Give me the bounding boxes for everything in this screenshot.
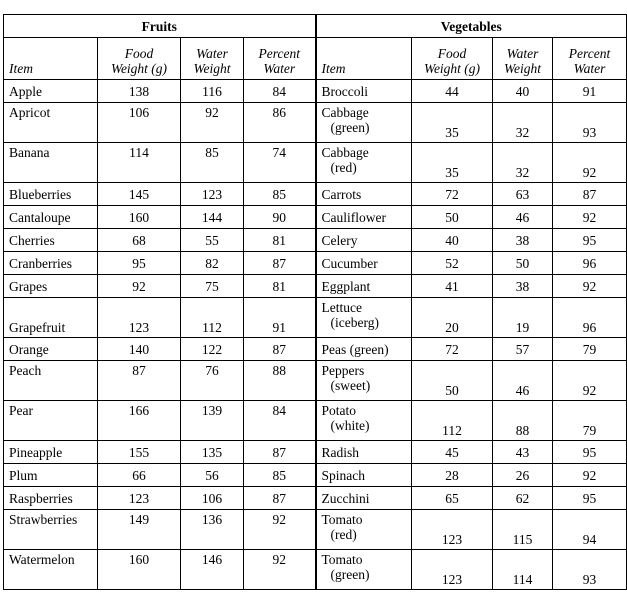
table-row — [4, 487, 627, 510]
fruit-food-weight-cell: 95 — [98, 252, 181, 275]
fruit-name-cell: Pineapple — [4, 441, 98, 464]
veg-water-weight-cell: 19 — [493, 298, 553, 338]
vegetable-name-cell: Lettuce (iceberg) — [316, 298, 412, 338]
vegetable-name-cell: Cauliflower — [316, 206, 412, 229]
veg-water-weight-cell: 38 — [493, 275, 553, 298]
fruit-food-weight-cell: 145 — [98, 183, 181, 206]
fruit-water-weight-cell: 106 — [181, 487, 244, 510]
veg-water-weight-cell: 63 — [493, 183, 553, 206]
fruit-food-weight-cell: 87 — [98, 361, 181, 401]
fruit-water-weight-cell: 56 — [181, 464, 244, 487]
veg-water-weight-cell: 32 — [493, 143, 553, 183]
veg-food-weight-header: Food Weight (g) — [412, 38, 493, 80]
fruit-percent-water-cell: 81 — [244, 275, 316, 298]
veg-food-weight-cell: 35 — [412, 103, 493, 143]
veg-food-weight-cell: 50 — [412, 361, 493, 401]
table-row — [4, 229, 627, 252]
fruit-food-weight-cell: 68 — [98, 229, 181, 252]
fruit-percent-water-header: Percent Water — [244, 38, 316, 80]
veg-percent-water-cell: 79 — [553, 338, 627, 361]
vegetable-name-cell: Peas (green) — [316, 338, 412, 361]
fruit-name-cell: Banana — [4, 143, 98, 183]
fruit-name-cell: Grapefruit — [4, 298, 98, 338]
fruit-food-weight-cell: 106 — [98, 103, 181, 143]
table-row — [4, 298, 627, 338]
fruit-food-weight-cell: 160 — [98, 550, 181, 590]
veg-water-weight-cell: 38 — [493, 229, 553, 252]
veg-food-weight-cell: 41 — [412, 275, 493, 298]
vegetable-name-cell: Tomato (red) — [316, 510, 412, 550]
vegetable-name-cell: Broccoli — [316, 80, 412, 103]
vegetable-name-cell: Cabbage (green) — [316, 103, 412, 143]
vegetable-name-cell: Carrots — [316, 183, 412, 206]
veg-item-header: Item — [316, 38, 412, 80]
fruit-water-weight-cell: 146 — [181, 550, 244, 590]
veg-food-weight-cell: 50 — [412, 206, 493, 229]
fruit-percent-water-cell: 85 — [244, 183, 316, 206]
fruit-water-weight-cell: 92 — [181, 103, 244, 143]
fruit-percent-water-cell: 84 — [244, 401, 316, 441]
fruit-water-weight-cell: 139 — [181, 401, 244, 441]
vegetable-name-cell: Radish — [316, 441, 412, 464]
veg-food-weight-cell: 112 — [412, 401, 493, 441]
fruit-name-cell: Apricot — [4, 103, 98, 143]
veg-food-weight-cell: 123 — [412, 550, 493, 590]
table-row — [4, 143, 627, 183]
table-row — [4, 338, 627, 361]
fruit-food-weight-cell: 114 — [98, 143, 181, 183]
veg-food-weight-cell: 44 — [412, 80, 493, 103]
fruit-water-weight-cell: 76 — [181, 361, 244, 401]
table-row — [4, 361, 627, 401]
veg-food-weight-cell: 35 — [412, 143, 493, 183]
veg-percent-water-header: Percent Water — [553, 38, 627, 80]
fruit-percent-water-cell: 81 — [244, 229, 316, 252]
fruit-food-weight-cell: 92 — [98, 275, 181, 298]
table-row — [4, 206, 627, 229]
veg-food-weight-cell: 72 — [412, 338, 493, 361]
vegetable-name-cell: Cucumber — [316, 252, 412, 275]
fruit-percent-water-cell: 92 — [244, 550, 316, 590]
veg-percent-water-cell: 96 — [553, 298, 627, 338]
veg-percent-water-cell: 79 — [553, 401, 627, 441]
veg-percent-water-cell: 92 — [553, 464, 627, 487]
fruit-food-weight-cell: 123 — [98, 487, 181, 510]
table-row — [4, 401, 627, 441]
fruit-food-weight-cell: 123 — [98, 298, 181, 338]
veg-percent-water-cell: 95 — [553, 229, 627, 252]
table-row — [4, 80, 627, 103]
veg-percent-water-cell: 92 — [553, 206, 627, 229]
fruit-water-weight-header: Water Weight — [181, 38, 244, 80]
veg-percent-water-cell: 87 — [553, 183, 627, 206]
veg-water-weight-cell: 32 — [493, 103, 553, 143]
fruit-water-weight-cell: 75 — [181, 275, 244, 298]
fruit-percent-water-cell: 74 — [244, 143, 316, 183]
fruit-name-cell: Cranberries — [4, 252, 98, 275]
fruit-name-cell: Cantaloupe — [4, 206, 98, 229]
fruit-item-header: Item — [4, 38, 98, 80]
veg-percent-water-cell: 92 — [553, 275, 627, 298]
fruit-name-cell: Apple — [4, 80, 98, 103]
table-row — [4, 183, 627, 206]
veg-percent-water-cell: 96 — [553, 252, 627, 275]
fruit-name-cell: Raspberries — [4, 487, 98, 510]
fruit-percent-water-cell: 87 — [244, 338, 316, 361]
fruit-water-weight-cell: 116 — [181, 80, 244, 103]
fruit-water-weight-cell: 144 — [181, 206, 244, 229]
veg-water-weight-cell: 50 — [493, 252, 553, 275]
veg-percent-water-cell: 94 — [553, 510, 627, 550]
fruit-percent-water-cell: 85 — [244, 464, 316, 487]
fruit-percent-water-cell: 92 — [244, 510, 316, 550]
veg-food-weight-cell: 28 — [412, 464, 493, 487]
fruit-percent-water-cell: 87 — [244, 252, 316, 275]
fruit-percent-water-cell: 87 — [244, 441, 316, 464]
fruit-percent-water-cell: 88 — [244, 361, 316, 401]
fruit-food-weight-cell: 149 — [98, 510, 181, 550]
vegetable-name-cell: Spinach — [316, 464, 412, 487]
veg-food-weight-cell: 52 — [412, 252, 493, 275]
veg-water-weight-cell: 57 — [493, 338, 553, 361]
veg-water-weight-cell: 88 — [493, 401, 553, 441]
fruit-food-weight-cell: 160 — [98, 206, 181, 229]
fruit-water-weight-cell: 135 — [181, 441, 244, 464]
fruit-name-cell: Pear — [4, 401, 98, 441]
veg-water-weight-cell: 46 — [493, 206, 553, 229]
fruit-name-cell: Watermelon — [4, 550, 98, 590]
vegetable-name-cell: Peppers (sweet) — [316, 361, 412, 401]
fruit-food-weight-header: Food Weight (g) — [98, 38, 181, 80]
vegetable-name-cell: Celery — [316, 229, 412, 252]
fruit-name-cell: Orange — [4, 338, 98, 361]
veg-percent-water-cell: 95 — [553, 487, 627, 510]
fruit-water-weight-cell: 82 — [181, 252, 244, 275]
fruit-percent-water-cell: 84 — [244, 80, 316, 103]
veg-water-weight-header: Water Weight — [493, 38, 553, 80]
veg-water-weight-cell: 46 — [493, 361, 553, 401]
veg-food-weight-cell: 65 — [412, 487, 493, 510]
veg-food-weight-cell: 72 — [412, 183, 493, 206]
fruit-water-weight-cell: 123 — [181, 183, 244, 206]
fruit-percent-water-cell: 86 — [244, 103, 316, 143]
fruit-food-weight-cell: 66 — [98, 464, 181, 487]
veg-water-weight-cell: 43 — [493, 441, 553, 464]
veg-water-weight-cell: 26 — [493, 464, 553, 487]
fruit-water-weight-cell: 55 — [181, 229, 244, 252]
fruit-name-cell: Blueberries — [4, 183, 98, 206]
fruit-food-weight-cell: 140 — [98, 338, 181, 361]
veg-food-weight-cell: 45 — [412, 441, 493, 464]
vegetable-name-cell: Zucchini — [316, 487, 412, 510]
fruit-percent-water-cell: 91 — [244, 298, 316, 338]
fruit-water-weight-cell: 122 — [181, 338, 244, 361]
fruit-food-weight-cell: 138 — [98, 80, 181, 103]
table-row — [4, 441, 627, 464]
fruits-group-header: Fruits — [4, 15, 316, 38]
vegetable-name-cell: Potato (white) — [316, 401, 412, 441]
vegetable-name-cell: Tomato (green) — [316, 550, 412, 590]
fruit-food-weight-cell: 155 — [98, 441, 181, 464]
vegetables-group-header: Vegetables — [316, 15, 627, 38]
table-row — [4, 510, 627, 550]
fruit-percent-water-cell: 90 — [244, 206, 316, 229]
fruit-name-cell: Cherries — [4, 229, 98, 252]
fruit-water-weight-cell: 112 — [181, 298, 244, 338]
fruit-water-weight-cell: 85 — [181, 143, 244, 183]
veg-percent-water-cell: 92 — [553, 361, 627, 401]
veg-food-weight-cell: 20 — [412, 298, 493, 338]
veg-percent-water-cell: 93 — [553, 550, 627, 590]
veg-water-weight-cell: 40 — [493, 80, 553, 103]
fruit-name-cell: Grapes — [4, 275, 98, 298]
table-row — [4, 252, 627, 275]
veg-percent-water-cell: 92 — [553, 143, 627, 183]
table-row — [4, 464, 627, 487]
vegetable-name-cell: Cabbage (red) — [316, 143, 412, 183]
fruit-percent-water-cell: 87 — [244, 487, 316, 510]
veg-percent-water-cell: 93 — [553, 103, 627, 143]
veg-food-weight-cell: 40 — [412, 229, 493, 252]
veg-water-weight-cell: 114 — [493, 550, 553, 590]
veg-water-weight-cell: 62 — [493, 487, 553, 510]
fruit-water-weight-cell: 136 — [181, 510, 244, 550]
table-row — [4, 275, 627, 298]
veg-percent-water-cell: 95 — [553, 441, 627, 464]
fruit-name-cell: Plum — [4, 464, 98, 487]
fruit-name-cell: Peach — [4, 361, 98, 401]
table-row — [4, 550, 627, 590]
veg-food-weight-cell: 123 — [412, 510, 493, 550]
veg-water-weight-cell: 115 — [493, 510, 553, 550]
water-content-table — [3, 14, 627, 590]
veg-percent-water-cell: 91 — [553, 80, 627, 103]
fruit-food-weight-cell: 166 — [98, 401, 181, 441]
table-row — [4, 103, 627, 143]
fruit-name-cell: Strawberries — [4, 510, 98, 550]
vegetable-name-cell: Eggplant — [316, 275, 412, 298]
